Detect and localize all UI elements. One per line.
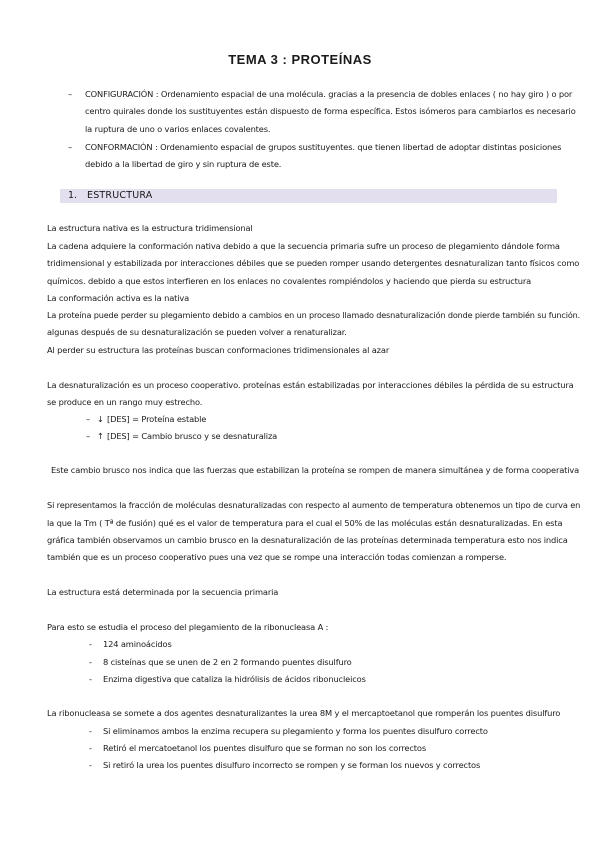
bullet-dash: – xyxy=(86,431,91,441)
paragraph-line: también que es un proceso cooperativo pues una vez que se rompe una interacción todas comienzan a romperse. xyxy=(47,552,507,562)
page-title: TEMA 3 : PROTEÍNAS xyxy=(228,52,372,67)
configuracion-line: centro quirales donde los sustituyentes están dispuesto de forma específica. Estos isómeros para cambiarlos es necesario xyxy=(85,106,576,116)
bullet-dash: – xyxy=(86,414,91,424)
paragraph-line: algunas después de su desnaturalización se pueden volver a renaturalizar. xyxy=(47,327,347,337)
conformacion-line: debido a la libertad de giro y sin ruptura de este. xyxy=(85,159,282,169)
bullet-dash: - xyxy=(89,726,92,736)
paragraph-line: químicos. debido a que estos interfieren en los enlaces no covalentes rompiéndolos y haciendo que pierda su estructura xyxy=(47,276,532,286)
paragraph-line: se produce en un rango muy estrecho. xyxy=(47,397,203,407)
bullet-text: Retiró el mercatoetanol los puentes disulfuro que se forman no son los correctos xyxy=(103,743,426,753)
section-number: 1. xyxy=(68,190,78,201)
bullet-text: 124 aminoácidos xyxy=(103,639,172,649)
bullet-dash: - xyxy=(89,674,92,684)
section-label: ESTRUCTURA xyxy=(87,190,153,201)
paragraph-line: Al perder su estructura las proteínas buscan conformaciones tridimensionales al azar xyxy=(47,345,390,355)
paragraph-line: La cadena adquiere la conformación nativa debido a que la secuencia primaria sufre un proceso de plegamiento dándole forma xyxy=(47,241,560,251)
paragraph-line: La conformación activa es la nativa xyxy=(47,293,190,303)
paragraph-line: tridimensional y estabilizada por interacciones débiles que se pueden romper usando detergentes desnaturalizan tanto físicos como xyxy=(47,258,580,268)
paragraph-line: La estructura nativa es la estructura tridimensional xyxy=(47,223,253,233)
bullet-text: Enzima digestiva que cataliza la hidrólisis de ácidos ribonucleicos xyxy=(103,674,366,684)
paragraph-line: La estructura está determinada por la secuencia primaria xyxy=(47,587,279,597)
section-heading xyxy=(60,189,557,203)
conformacion-line: CONFORMACIÓN : Ordenamiento espacial de grupos sustituyentes. que tienen libertad de adoptar distintas posiciones xyxy=(85,142,562,152)
bullet-dash: - xyxy=(89,743,92,753)
paragraph-line: la que la Tm ( Tª de fusión) qué es el valor de temperatura para el cual el 50% de las moléculas están desnaturalizadas. En esta xyxy=(47,518,563,528)
bullet-text: [DES] = Cambio brusco y se desnaturaliza xyxy=(107,431,278,441)
configuracion-line: CONFIGURACIÓN : Ordenamiento espacial de una molécula. gracias a la presencia de dobles enlaces ( no hay giro ) o por xyxy=(85,89,573,99)
bullet-text: [DES] = Proteína estable xyxy=(107,414,207,424)
paragraph-line: Este cambio brusco nos indica que las fuerzas que estabilizan la proteína se rompen de manera simultánea y de forma cooperativa xyxy=(51,465,580,475)
arrow-down-icon: ↓ xyxy=(97,414,104,424)
paragraph-line: La proteína puede perder su plegamiento debido a cambios en un proceso llamado desnaturalización donde pierde también su función. xyxy=(47,310,581,320)
paragraph-line: La ribonucleasa se somete a dos agentes desnaturalizantes la urea 8M y el mercaptoetanol que romperán los puentes disulfuro xyxy=(47,708,561,718)
bullet-dash: - xyxy=(89,639,92,649)
bullet-text: Si retiró la urea los puentes disulfuro incorrecto se rompen y se forman los nuevos y correctos xyxy=(103,760,481,770)
paragraph-line: La desnaturalización es un proceso cooperativo. proteínas están estabilizadas por interacciones débiles la pérdida de su estructura xyxy=(47,380,574,390)
bullet-dash: – xyxy=(68,89,73,99)
bullet-text: 8 cisteínas que se unen de 2 en 2 formando puentes disulfuro xyxy=(103,657,352,667)
bullet-text: Si eliminamos ambos la enzima recupera su plegamiento y forma los puentes disulfuro correcto xyxy=(103,726,488,736)
bullet-dash: - xyxy=(89,760,92,770)
bullet-dash: – xyxy=(68,142,73,152)
arrow-up-icon: ↑ xyxy=(97,431,104,441)
bullet-dash: - xyxy=(89,657,92,667)
paragraph-line: Para esto se estudia el proceso del plegamiento de la ribonucleasa A : xyxy=(47,622,329,632)
paragraph-line: gráfica también observamos un cambio brusco en la desnaturalización de las proteínas determinada temperatura esto nos indica xyxy=(47,535,568,545)
configuracion-line: la ruptura de uno o varios enlaces covalentes. xyxy=(85,124,271,134)
paragraph-line: Si representamos la fracción de moléculas desnaturalizadas con respecto al aumento de temperatura obtenemos un tipo de curva en xyxy=(47,500,581,510)
